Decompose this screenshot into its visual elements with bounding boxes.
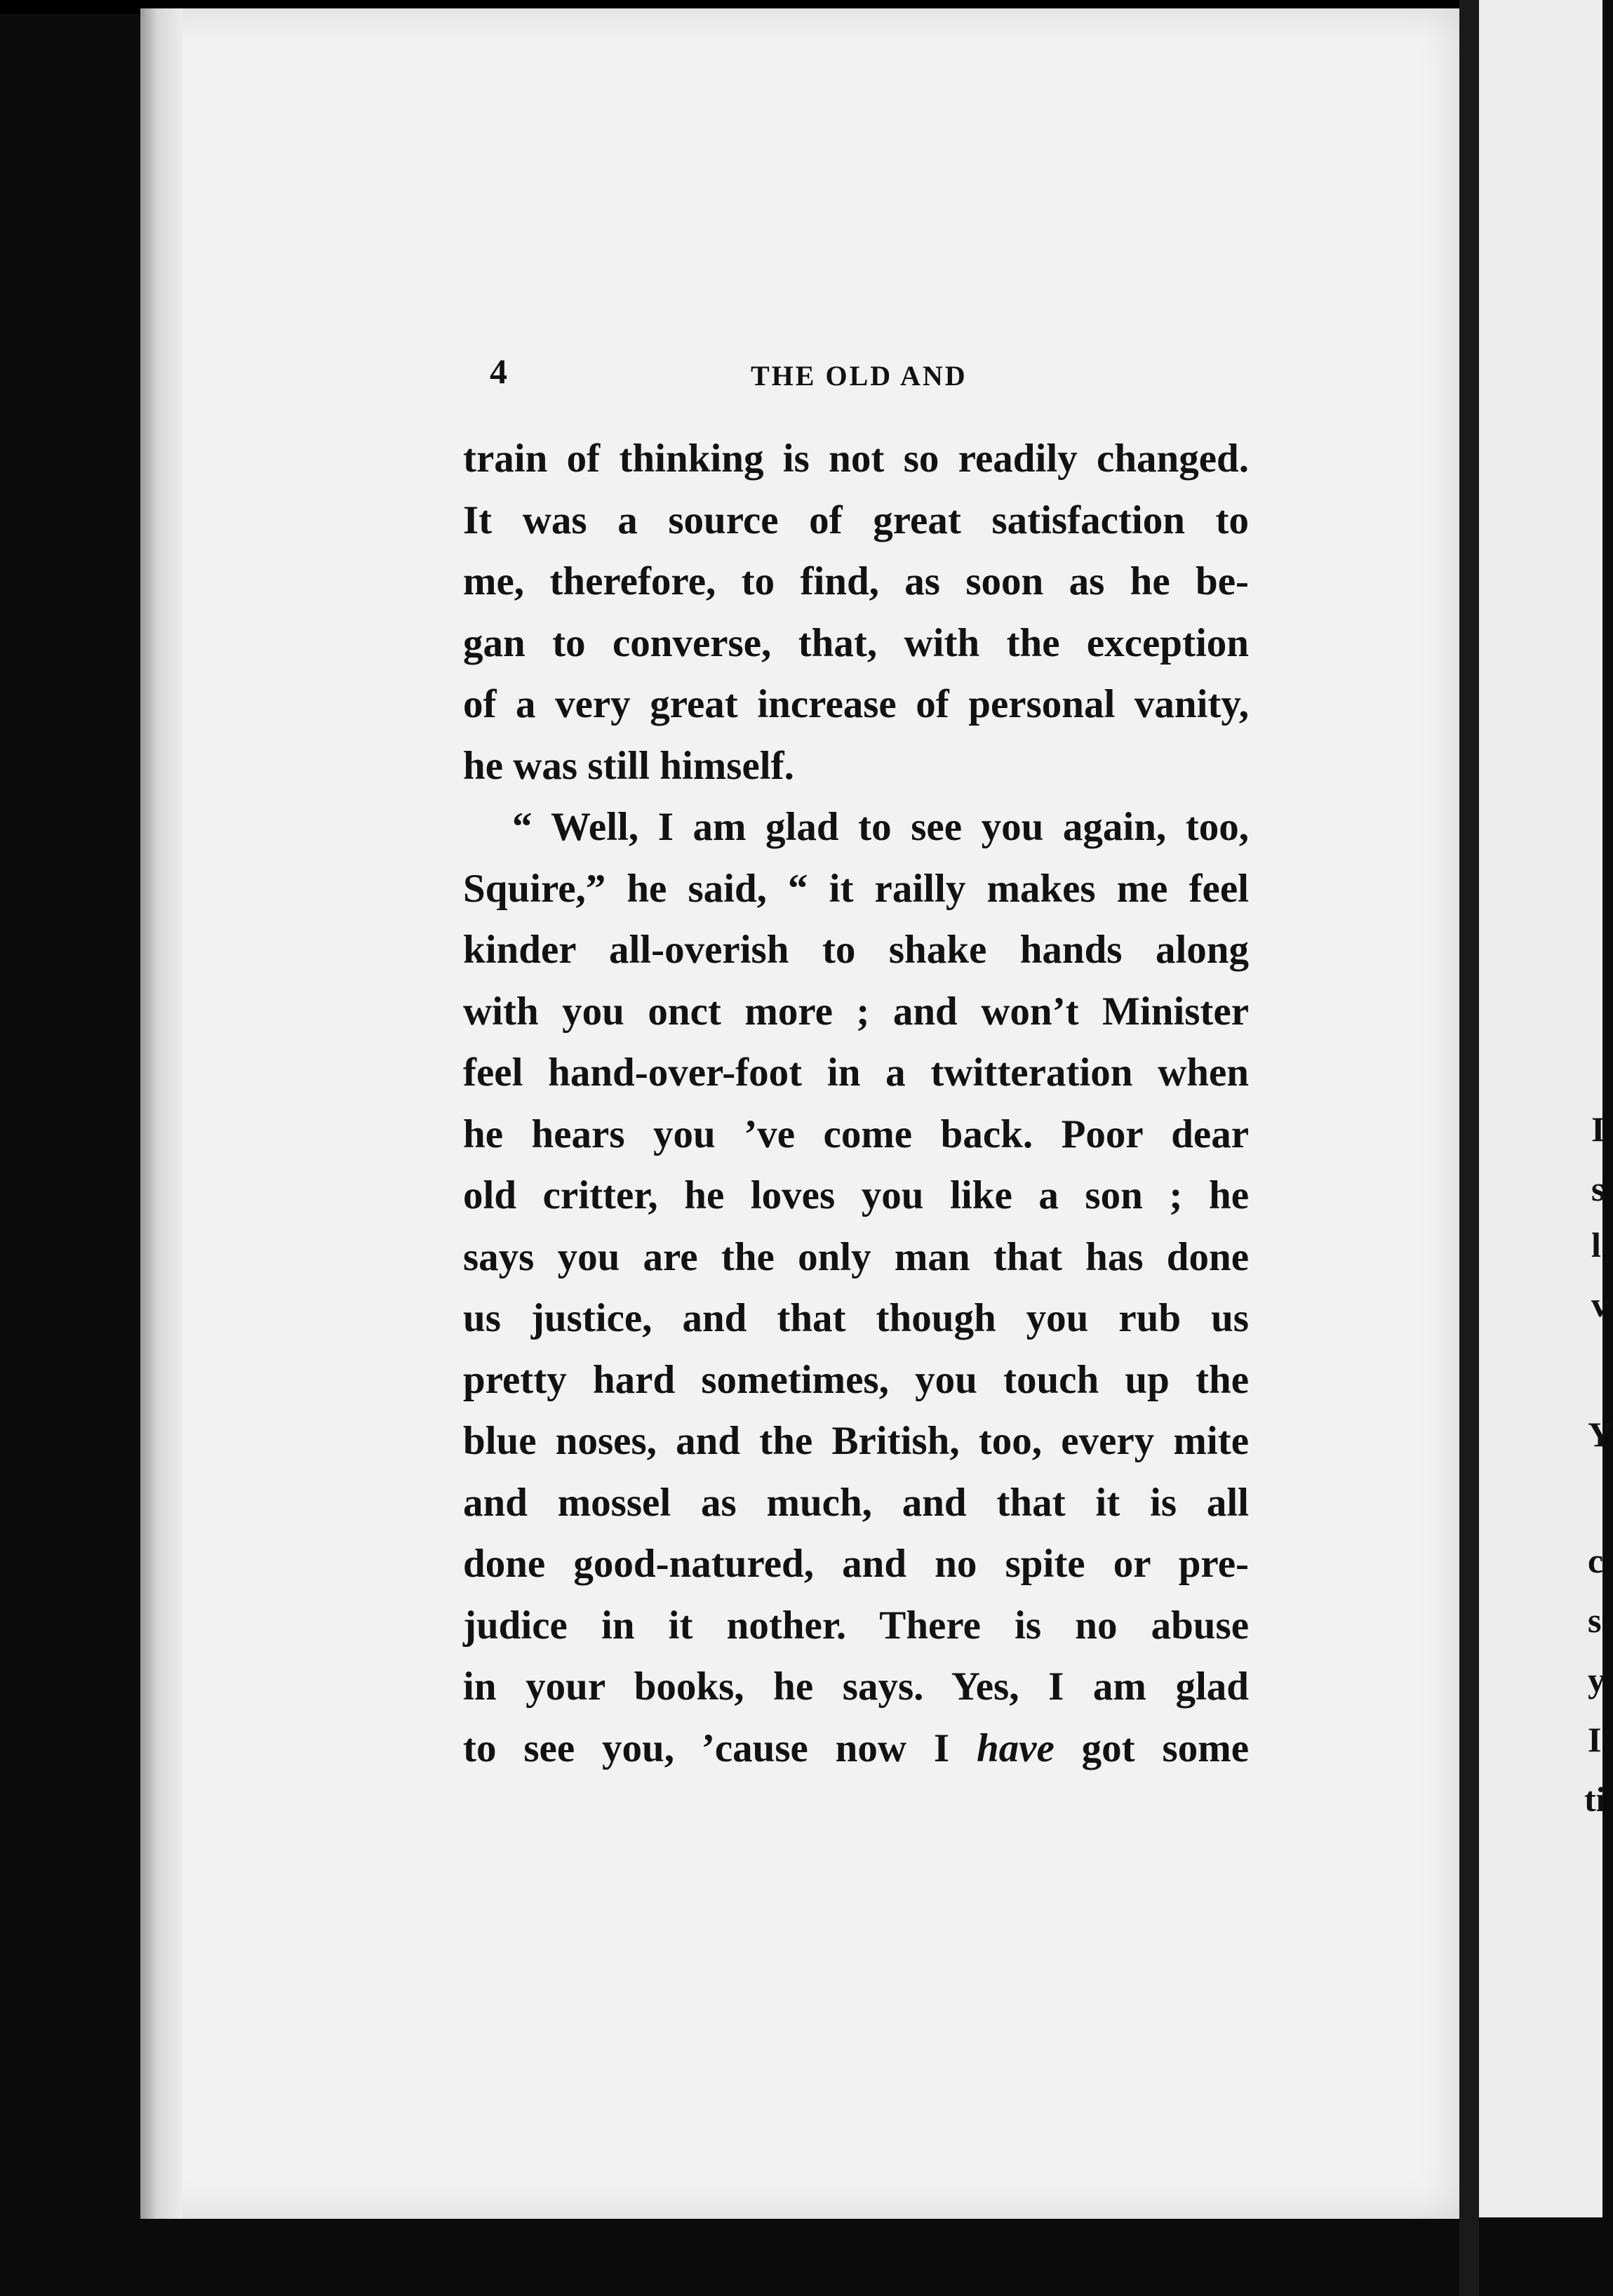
text-line: says you are the only man that has done <box>463 1234 1249 1279</box>
facing-page-fragment: l <box>1591 1225 1601 1264</box>
facing-page-fragment: s <box>1588 1601 1602 1640</box>
page-number: 4 <box>490 352 507 391</box>
text-line: train of thinking is not so readily changed. <box>463 436 1249 481</box>
facing-page-fragment: v <box>1591 1285 1609 1324</box>
text-line: done good-natured, and no spite or pre- <box>463 1542 1249 1586</box>
text-line: Squire,” he said, “ it railly makes me feel <box>463 866 1249 911</box>
book-spine <box>1459 0 1479 2296</box>
italic-emphasis: have <box>976 1726 1055 1770</box>
text-line: of a very great increase of personal vanity, <box>463 682 1249 726</box>
facing-page <box>1479 0 1613 2217</box>
text-line: he hears you ’ve come back. Poor dear <box>463 1112 1249 1156</box>
text-line: me, therefore, to find, as soon as he be- <box>463 559 1249 603</box>
facing-page-fragment: I <box>1588 1720 1602 1759</box>
text-line: and mossel as much, and that it is all <box>463 1480 1249 1525</box>
facing-page-fragment: c <box>1588 1541 1604 1580</box>
running-head <box>463 351 1277 407</box>
text-line: It was a source of great satisfaction to <box>463 498 1249 542</box>
text-line: kinder all-overish to shake hands along <box>463 928 1249 972</box>
facing-page-fragment: s <box>1591 1169 1605 1208</box>
text-line: pretty hard sometimes, you touch up the <box>463 1357 1249 1402</box>
text-line: feel hand-over-foot in a twitteration when <box>463 1050 1249 1095</box>
facing-page-fragment: y <box>1588 1660 1605 1700</box>
running-title: THE OLD AND <box>751 360 968 392</box>
page-edge <box>140 8 182 2219</box>
text-line: us justice, and that though you rub us <box>463 1296 1249 1340</box>
text-line-last <box>463 1718 1249 1780</box>
facing-page-fragment: Y <box>1588 1415 1613 1454</box>
facing-page-fragment: I <box>1591 1109 1605 1149</box>
text-line: he was still himself. <box>463 743 794 788</box>
text-line: gan to converse, that, with the exception <box>463 620 1249 665</box>
text-line: old critter, he loves you like a son ; he <box>463 1173 1249 1217</box>
text-line: in your books, he says. Yes, I am glad <box>463 1664 1249 1709</box>
text-line: blue noses, and the British, too, every mite <box>463 1419 1249 1463</box>
text-line: “ Well, I am glad to see you again, too, <box>512 805 1249 849</box>
facing-page-fragment: ti <box>1584 1780 1606 1819</box>
page-content <box>463 351 1277 1779</box>
text-line: judice in it nother. There is no abuse <box>463 1603 1249 1648</box>
body-text <box>463 428 1277 1779</box>
text-segment: got some <box>1054 1726 1249 1770</box>
text-segment: to see you, ’cause now I <box>463 1726 977 1770</box>
text-line: with you onct more ; and won’t Minister <box>463 989 1249 1034</box>
